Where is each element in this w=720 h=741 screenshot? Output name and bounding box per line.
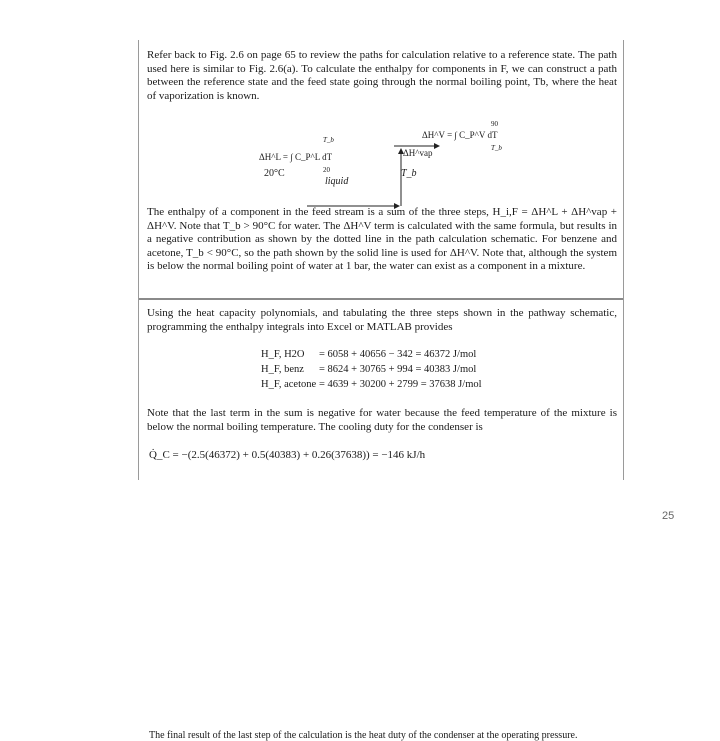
intro-paragraph: Refer back to Fig. 2.6 on page 65 to review the paths for calculation relative to a reference state. The path used here is similar to Fig. 2.6(a). To calculate the enthalpy for components in F, we can construct a path between the reference state and the feed state going through the normal boiling point, Tb, where the heat of vaporization is known. xyxy=(147,49,617,102)
note-paragraph: Note that the last term in the sum is negative for water because the feed temperature of the mixture is below the normal boiling temperature. The cooling duty for the condenser is xyxy=(147,407,617,433)
equation-benzene-lhs: H_F, benz xyxy=(261,364,304,375)
enthalpy-sum-paragraph: The enthalpy of a component in the feed stream is a sum of the three steps, H_i,F = ΔH^L + ΔH^vap + ΔH^V. Note that T_b > 90°C for water. The ΔH^V term is calculated with the same formula, but results in a negative contribution as shown by the dotted line in the path calculation schematic. For benzene and acetone, T_b < 90°C, so the path shown by the solid line is used for ΔH^V. Note that, although the system is below the normal boiling point of water at 1 bar, the water can exist as a component in a mixture. xyxy=(147,206,617,272)
lower-excerpt-panel xyxy=(139,301,623,741)
clipped-text: The final result of the last step of the calculation is the heat duty of the condenser at the operating pressure. xyxy=(149,730,578,741)
vapor-arrowhead xyxy=(434,143,440,149)
liquid-state-label: liquid xyxy=(325,176,349,187)
liquid-enthalpy-label: ΔH^L = ∫ C_P^L dT xyxy=(259,152,333,162)
equation-water-rhs: = 6058 + 40656 − 342 = 46372 J/mol xyxy=(319,349,477,360)
vapor-enthalpy-label: ΔH^V = ∫ C_P^V dT xyxy=(422,130,498,140)
vaporization-enthalpy-label: ΔH^vap xyxy=(403,148,433,158)
panel-divider xyxy=(139,298,623,300)
boiling-point-label: T_b xyxy=(401,168,417,179)
vapor-upper-limit: 90 xyxy=(491,120,498,128)
upper-excerpt-panel xyxy=(139,40,623,298)
vapor-lower-limit: T_b xyxy=(491,144,502,152)
clipped-text-line xyxy=(149,730,578,741)
equation-acetone-lhs: H_F, acetone xyxy=(261,379,317,390)
scanned-textbook-page xyxy=(138,40,624,741)
equation-acetone-rhs: = 4639 + 30200 + 2799 = 37638 J/mol xyxy=(319,379,482,390)
liquid-upper-limit: T_b xyxy=(323,136,334,144)
cooling-duty-equation: Q̇_C = −(2.5(46372) + 0.5(40383) + 0.26(37638)) = −146 kJ/h xyxy=(149,449,426,461)
enthalpy-path-schematic xyxy=(139,108,623,218)
liquid-lower-limit: 20 xyxy=(323,166,330,174)
tabulation-paragraph: Using the heat capacity polynomials, and tabulating the three steps shown in the pathway schematic, programming the enthalpy integrals into Excel or MATLAB provides xyxy=(147,307,617,333)
equation-water-lhs: H_F, H2O xyxy=(261,349,305,360)
slide-page-number: 25 xyxy=(662,510,675,522)
equation-benzene-rhs: = 8624 + 30765 + 994 = 40383 J/mol xyxy=(319,364,477,375)
reference-temperature-label: 20°C xyxy=(264,168,285,179)
